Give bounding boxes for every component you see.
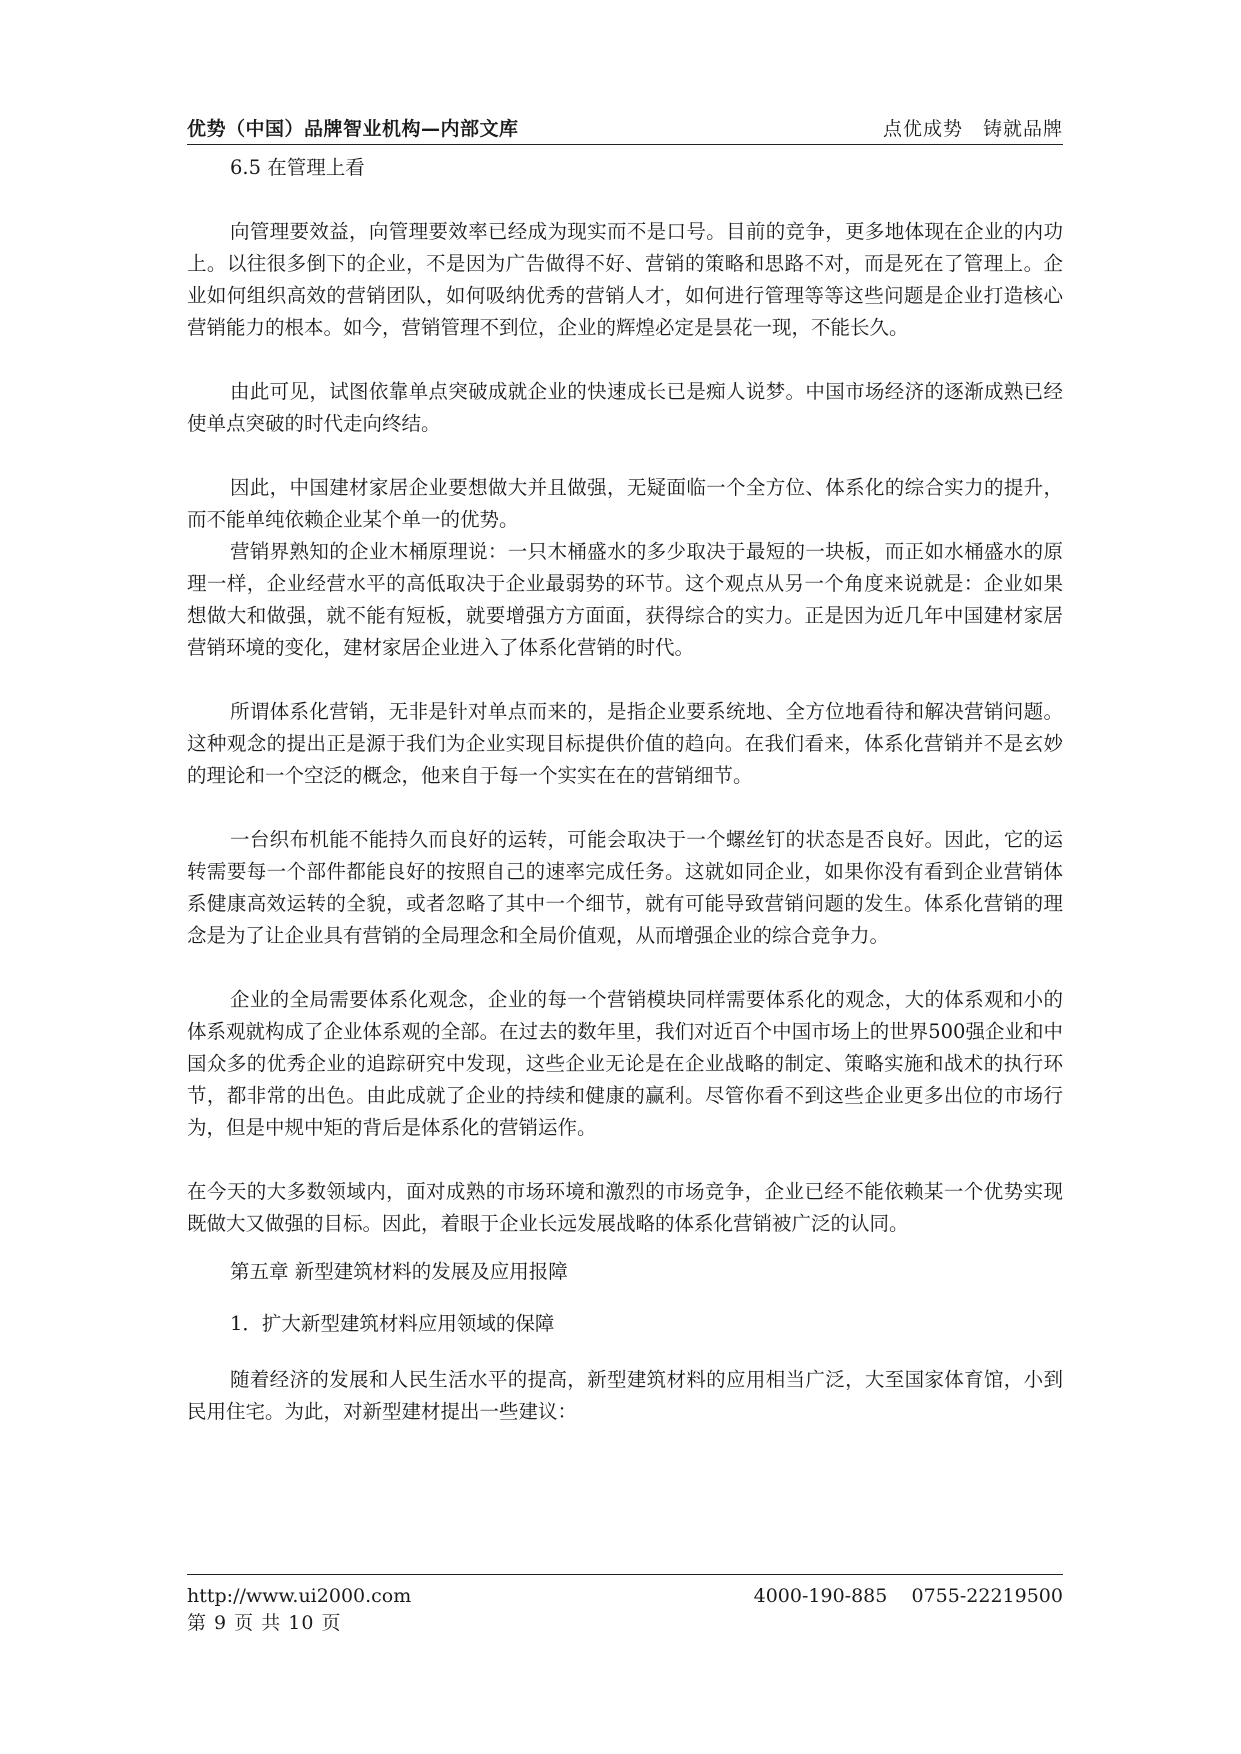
- paragraph: 营销界熟知的企业木桶原理说：一只木桶盛水的多少取决于最短的一块板，而正如水桶盛水的原理一样，企业经营水平的高低取决于企业最弱势的环节。这个观点从另一个角度来说就是：企业如果想做大和做强，就不能有短板，就要增强方方面面，获得综合的实力。正是因为近几年中国建材家居营销环境的变化，建材家居企业进入了体系化营销的时代。: [187, 540, 1063, 659]
- spacer: [187, 1340, 1063, 1364]
- page-footer: [187, 1574, 1063, 1637]
- section-title: 6.5 在管理上看: [230, 156, 365, 179]
- spacer: [187, 664, 1063, 696]
- page-header: [187, 114, 1063, 145]
- paragraph: 企业的全局需要体系化观念，企业的每一个营销模块同样需要体系化的观念，大的体系观和小的体系观就构成了企业体系观的全部。在过去的数年里，我们对近百个中国市场上的世界500强企业和中国众多的优秀企业的追踪研究中发现，这些企业无论是在企业战略的制定、策略实施和战术的执行环节，都非常的出色。由此成就了企业的持续和健康的赢利。尽管你看不到这些企业更多出位的市场行为，但是中规中矩的背后是体系化的营销运作。: [187, 988, 1063, 1139]
- spacer: [187, 1288, 1063, 1308]
- spacer: [187, 184, 1063, 216]
- document-body: [187, 152, 1063, 1428]
- paragraph: 在今天的大多数领域内，面对成熟的市场环境和激烈的市场竞争，企业已经不能依赖某一个优势实现既做大又做强的目标。因此，着眼于企业长远发展战略的体系化营销被广泛的认同。: [187, 1180, 1063, 1235]
- paragraph: 随着经济的发展和人民生活水平的提高，新型建筑材料的应用相当广泛，大至国家体育馆，小到民用住宅。为此，对新型建材提出一些建议：: [187, 1368, 1063, 1423]
- page-number: 第 9 页 共 10 页: [187, 1612, 342, 1634]
- spacer: [187, 344, 1063, 376]
- spacer: [187, 440, 1063, 472]
- footer-website-link[interactable]: http://www.ui2000.com: [187, 1585, 412, 1607]
- header-slogan: 点优成势 铸就品牌: [882, 118, 1063, 140]
- footer-phone-numbers: 4000-190-885 0755-22219500: [753, 1585, 1063, 1607]
- paragraph: 向管理要效益，向管理要效率已经成为现实而不是口号。目前的竞争，更多地体现在企业的内功上。以往很多倒下的企业，不是因为广告做得不好、营销的策略和思路不对，而是死在了管理上。企业如何组织高效的营销团队，如何吸纳优秀的营销人才，如何进行管理等等这些问题是企业打造核心营销能力的根本。如今，营销管理不到位，企业的辉煌必定是昙花一现，不能长久。: [187, 220, 1063, 339]
- paragraph: 一台织布机能不能持久而良好的运转，可能会取决于一个螺丝钉的状态是否良好。因此，它的运转需要每一个部件都能良好的按照自己的速率完成任务。这就如同企业，如果你没有看到企业营销体系健康高效运转的全貌，或者忽略了其中一个细节，就有可能导致营销问题的发生。体系化营销的理念是为了让企业具有营销的全局理念和全局价值观，从而增强企业的综合竞争力。: [187, 828, 1063, 947]
- paragraph: 所谓体系化营销，无非是针对单点而来的，是指企业要系统地、全方位地看待和解决营销问题。这种观念的提出正是源于我们为企业实现目标提供价值的趋向。在我们看来，体系化营销并不是玄妙的理论和一个空泛的概念，他来自于每一个实实在在的营销细节。: [187, 700, 1063, 787]
- spacer: [187, 952, 1063, 984]
- spacer: [187, 1144, 1063, 1176]
- paragraph: 由此可见，试图依靠单点突破成就企业的快速成长已是痴人说梦。中国市场经济的逐渐成熟已经使单点突破的时代走向终结。: [187, 380, 1063, 435]
- spacer: [187, 792, 1063, 824]
- subsection-title: 1．扩大新型建筑材料应用领域的保障: [230, 1312, 555, 1335]
- paragraph: 因此，中国建材家居企业要想做大并且做强，无疑面临一个全方位、体系化的综合实力的提升，而不能单纯依赖企业某个单一的优势。: [187, 476, 1063, 531]
- spacer: [187, 1240, 1063, 1256]
- header-org-name: 优势（中国）品牌智业机构—内部文库: [187, 118, 519, 140]
- footer-contact-row: [187, 1583, 1063, 1610]
- chapter-title: 第五章 新型建筑材料的发展及应用报障: [230, 1260, 568, 1283]
